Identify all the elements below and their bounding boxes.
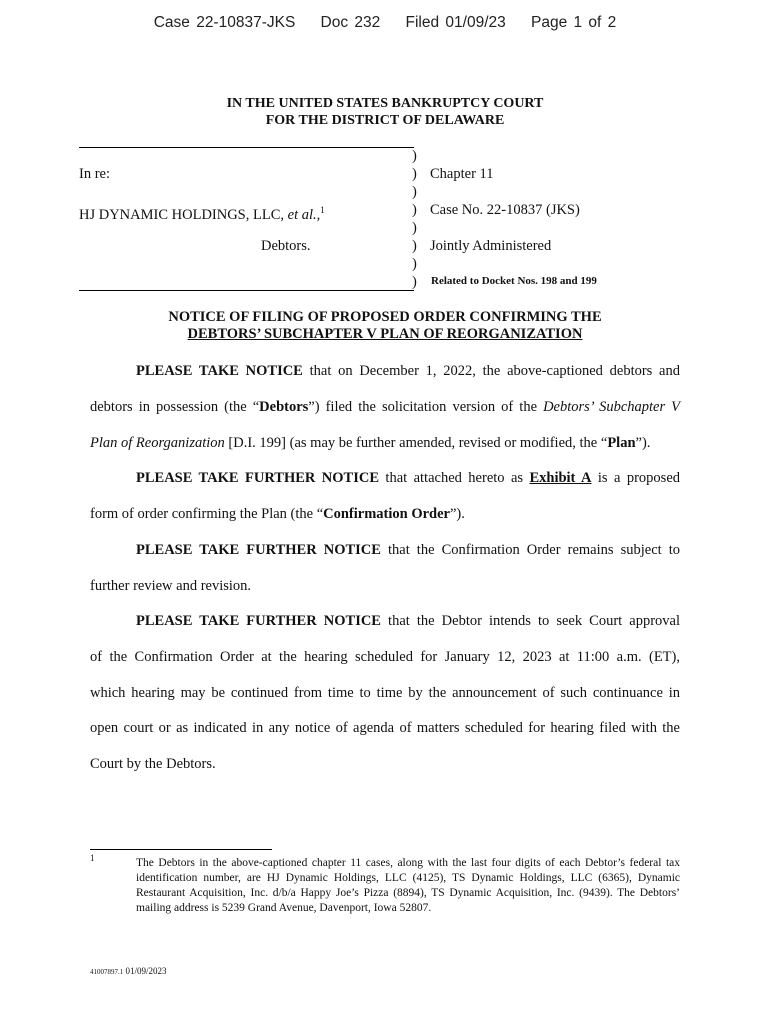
body-line — [90, 469, 680, 487]
header-page: Page 1 of 2 — [530, 14, 617, 31]
body-text: ”) filed the solicitation version of the — [308, 399, 544, 415]
caption-paren: ) — [412, 274, 417, 290]
body-text: debtors in possession (the “ — [90, 399, 260, 415]
exhibit-a: Exhibit A — [529, 470, 592, 486]
further-notice-lead: PLEASE TAKE FURTHER NOTICE — [136, 470, 380, 486]
related-dockets: Related to Docket Nos. 198 and 199 — [431, 275, 597, 287]
body-text: ”). — [450, 506, 465, 522]
defined-term-plan: Plan — [607, 435, 636, 451]
doc-id-date: 01/09/2023 — [125, 966, 167, 976]
court-line-1: IN THE UNITED STATES BANKRUPTCY COURT — [226, 96, 544, 111]
body-text: that attached hereto as — [379, 470, 530, 486]
body-line: open court or as indicated in any notice of agenda of matters scheduled for hearing filed with the — [90, 720, 680, 736]
caption-paren: ) — [412, 238, 417, 254]
plan-title-italic: Debtors’ Subchapter V — [543, 399, 681, 415]
further-notice-lead: PLEASE TAKE FURTHER NOTICE — [136, 613, 381, 629]
caption-bottom-rule — [79, 290, 414, 291]
caption-paren: ) — [412, 184, 417, 200]
footnote-marker: 1 — [320, 205, 325, 215]
body-line — [90, 362, 680, 380]
jointly-administered: Jointly Administered — [430, 238, 552, 254]
caption-paren: ) — [412, 166, 417, 182]
debtor-name — [79, 201, 325, 224]
et-al: et al., — [287, 206, 321, 223]
caption-paren: ) — [412, 220, 417, 236]
notice-title — [0, 309, 770, 343]
debtor-name-text: HJ DYNAMIC HOLDINGS, LLC, — [79, 206, 288, 223]
body-line — [90, 541, 680, 559]
footnote-number: 1 — [90, 853, 95, 863]
header-case: Case 22-10837-JKS — [153, 14, 296, 31]
defined-term-confirmation-order: Confirmation Order — [323, 506, 450, 522]
defined-term-debtors: Debtors — [259, 399, 309, 415]
header-filed: Filed 01/09/23 — [405, 14, 506, 31]
notice-lead: PLEASE TAKE NOTICE — [136, 363, 303, 379]
title-line-2: DEBTORS’ SUBCHAPTER V PLAN OF REORGANIZATION — [187, 326, 583, 342]
ecf-header — [0, 14, 770, 32]
case-number: Case No. 22-10837 (JKS) — [430, 202, 580, 218]
caption-paren: ) — [412, 202, 417, 218]
header-doc: Doc 232 — [320, 14, 381, 31]
court-heading — [0, 95, 770, 129]
in-re-label: In re: — [79, 166, 110, 182]
body-text: form of order confirming the Plan (the “ — [90, 506, 324, 522]
body-line: which hearing may be continued from time to time by the announcement of such continuance in — [90, 685, 680, 701]
body-line — [90, 505, 680, 523]
footnote-text: The Debtors in the above-captioned chapter 11 cases, along with the last four digits of each Debtor’s federal tax identification number, are HJ Dynamic Holdings, LLC (4125), TS Dynamic Holdings, LLC (6365), Dynamic Restaurant Acquisition, Inc. d/b/a Happy Joe’s Pizza (8894), TS Dynamic Acquisition, Inc. (9439). The Debtors’ mailing address is 5239 Grand Avenue, Davenport, Iowa 52807. — [136, 857, 680, 914]
body-line — [90, 398, 680, 416]
body-line — [90, 434, 680, 452]
doc-id-number: 41007897.1 — [90, 968, 124, 976]
footnote-rule — [90, 849, 272, 850]
body-line: Court by the Debtors. — [90, 756, 216, 772]
body-text: that the Debtor intends to seek Court approval — [380, 613, 680, 629]
court-line-2: FOR THE DISTRICT OF DELAWARE — [265, 113, 505, 128]
caption-paren: ) — [412, 256, 417, 272]
body-line: of the Confirmation Order at the hearing scheduled for January 12, 2023 at 11:00 a.m. (ET), — [90, 649, 680, 665]
body-text: ”). — [635, 435, 651, 451]
body-text: is a proposed — [591, 470, 680, 486]
debtors-label: Debtors. — [261, 238, 311, 254]
plan-title-italic: Plan of Reorganization — [90, 435, 225, 451]
caption-top-rule — [79, 147, 414, 148]
caption-paren: ) — [412, 148, 417, 164]
title-line-1: NOTICE OF FILING OF PROPOSED ORDER CONFIRMING THE — [168, 309, 602, 325]
chapter-label: Chapter 11 — [430, 166, 494, 182]
body-text: that the Confirmation Order remains subject to — [380, 542, 680, 558]
body-line — [90, 612, 680, 630]
body-text: [D.I. 199] (as may be further amended, revised or modified, the “ — [224, 435, 608, 451]
body-text: that on December 1, 2022, the above-captioned debtors and — [302, 363, 680, 379]
further-notice-lead: PLEASE TAKE FURTHER NOTICE — [136, 542, 381, 558]
document-id — [90, 966, 167, 976]
body-line: further review and revision. — [90, 578, 252, 594]
